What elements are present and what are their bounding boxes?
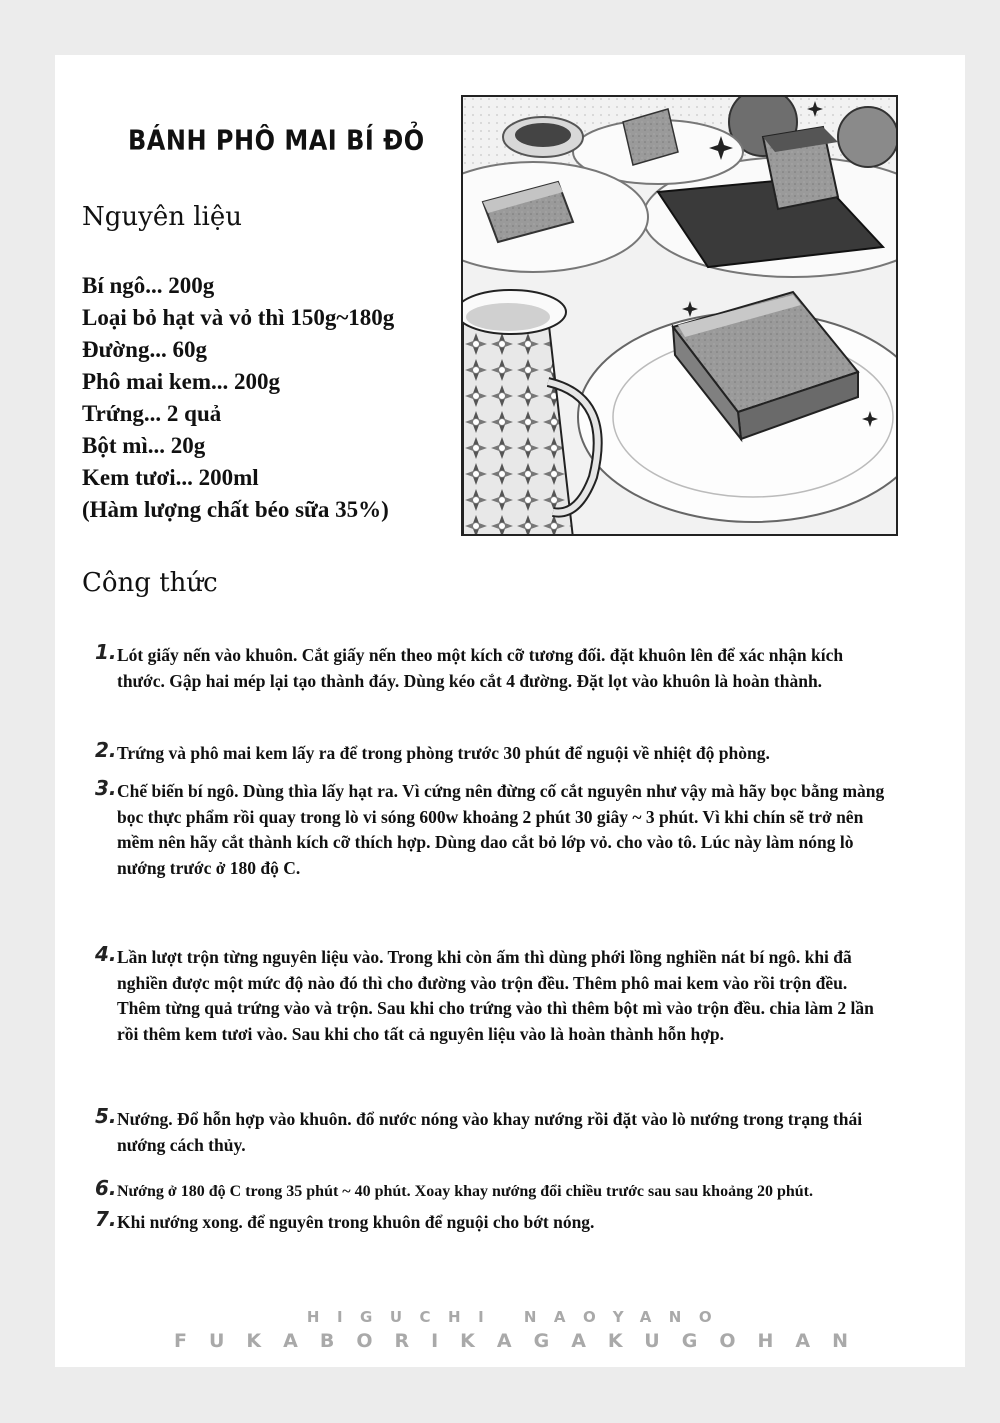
step-text: Khi nướng xong. để nguyên trong khuôn để nguội cho bớt nóng.	[117, 1212, 595, 1232]
step-item	[95, 942, 885, 1047]
ingredients-heading: Nguyên liệu	[82, 202, 242, 232]
step-number: 7.	[95, 1207, 117, 1231]
step-item	[95, 640, 885, 694]
step-number: 6.	[95, 1176, 117, 1200]
step-item	[95, 776, 885, 881]
step-number: 5.	[95, 1104, 117, 1128]
step-number: 1.	[95, 640, 117, 664]
step-text: Chế biến bí ngô. Dùng thìa lấy hạt ra. Vì cứng nên đừng cố cắt nguyên như vậy mà hãy bọc bằng màng bọc thực phẩm rồi quay trong lò vi sóng 600w khoảng 2 phút 30 giây ~ 3 phút. Vì khi chín sẽ trở nên mềm nên hãy cắt thành kích cỡ thích hợp. Dùng dao cắt bỏ lớp vỏ. cho vào tô. Lúc này làm nóng lò nướng trước ở 180 độ C.	[117, 781, 885, 878]
step-text: Trứng và phô mai kem lấy ra để trong phòng trước 30 phút để nguội về nhiệt độ phòng.	[117, 743, 770, 763]
ingredient-item: Kem tươi... 200ml	[82, 465, 259, 490]
ingredient-item: Trứng... 2 quả	[82, 401, 222, 426]
step-item	[95, 1176, 885, 1205]
step-text: Lót giấy nến vào khuôn. Cắt giấy nến theo một kích cỡ tương đối. đặt khuôn lên để xác nhận kích thước. Gập hai mép lại tạo thành đáy. Dùng kéo cắt 4 đường. Đặt lọt vào khuôn là hoàn thành.	[117, 645, 844, 691]
step-number: 4.	[95, 942, 117, 966]
step-text: Lần lượt trộn từng nguyên liệu vào. Trong khi còn ấm thì dùng phới lồng nghiền nát bí ngô. khi đã nghiền được một mức độ nào đó thì cho đường vào trộn đều. Thêm phô mai kem vào rồi trộn đều. Thêm từng quả trứng vào và trộn. Sau khi cho trứng vào thì thêm bột mì vào trộn đều. chia làm 2 lần rồi thêm kem tươi vào. Sau khi cho tất cả nguyên liệu vào là hoàn thành hỗn hợp.	[117, 947, 874, 1044]
ingredient-item: Phô mai kem... 200g	[82, 369, 281, 394]
recipe-title: BÁNH PHÔ MAI BÍ ĐỎ	[128, 124, 425, 157]
ingredients-list	[82, 270, 394, 526]
step-text: Nướng. Đổ hỗn hợp vào khuôn. đổ nước nóng vào khay nướng rồi đặt vào lò nướng trong trạng thái nướng cách thủy.	[117, 1109, 863, 1155]
ingredient-item: Bí ngô... 200g	[82, 273, 215, 298]
step-number: 2.	[95, 738, 117, 762]
step-item	[95, 1104, 885, 1158]
footer-series: FUKABORIKAGAKUGOHAN	[174, 1330, 870, 1352]
step-number: 3.	[95, 776, 117, 800]
step-item	[95, 1207, 885, 1236]
step-text: Nướng ở 180 độ C trong 35 phút ~ 40 phút. Xoay khay nướng đổi chiều trước sau sau khoảng 20 phút.	[117, 1183, 813, 1200]
step-item	[95, 738, 885, 767]
method-heading: Công thức	[82, 568, 218, 598]
ingredient-item: Đường... 60g	[82, 337, 207, 362]
cheesecake-illustration	[461, 95, 898, 536]
ingredient-item: Loại bỏ hạt và vỏ thì 150g~180g	[82, 305, 395, 330]
footer-author: HIGUCHI NAOYANO	[306, 1308, 730, 1326]
ingredient-item: Bột mì... 20g	[82, 433, 206, 458]
ingredient-item: (Hàm lượng chất béo sữa 35%)	[82, 497, 389, 522]
